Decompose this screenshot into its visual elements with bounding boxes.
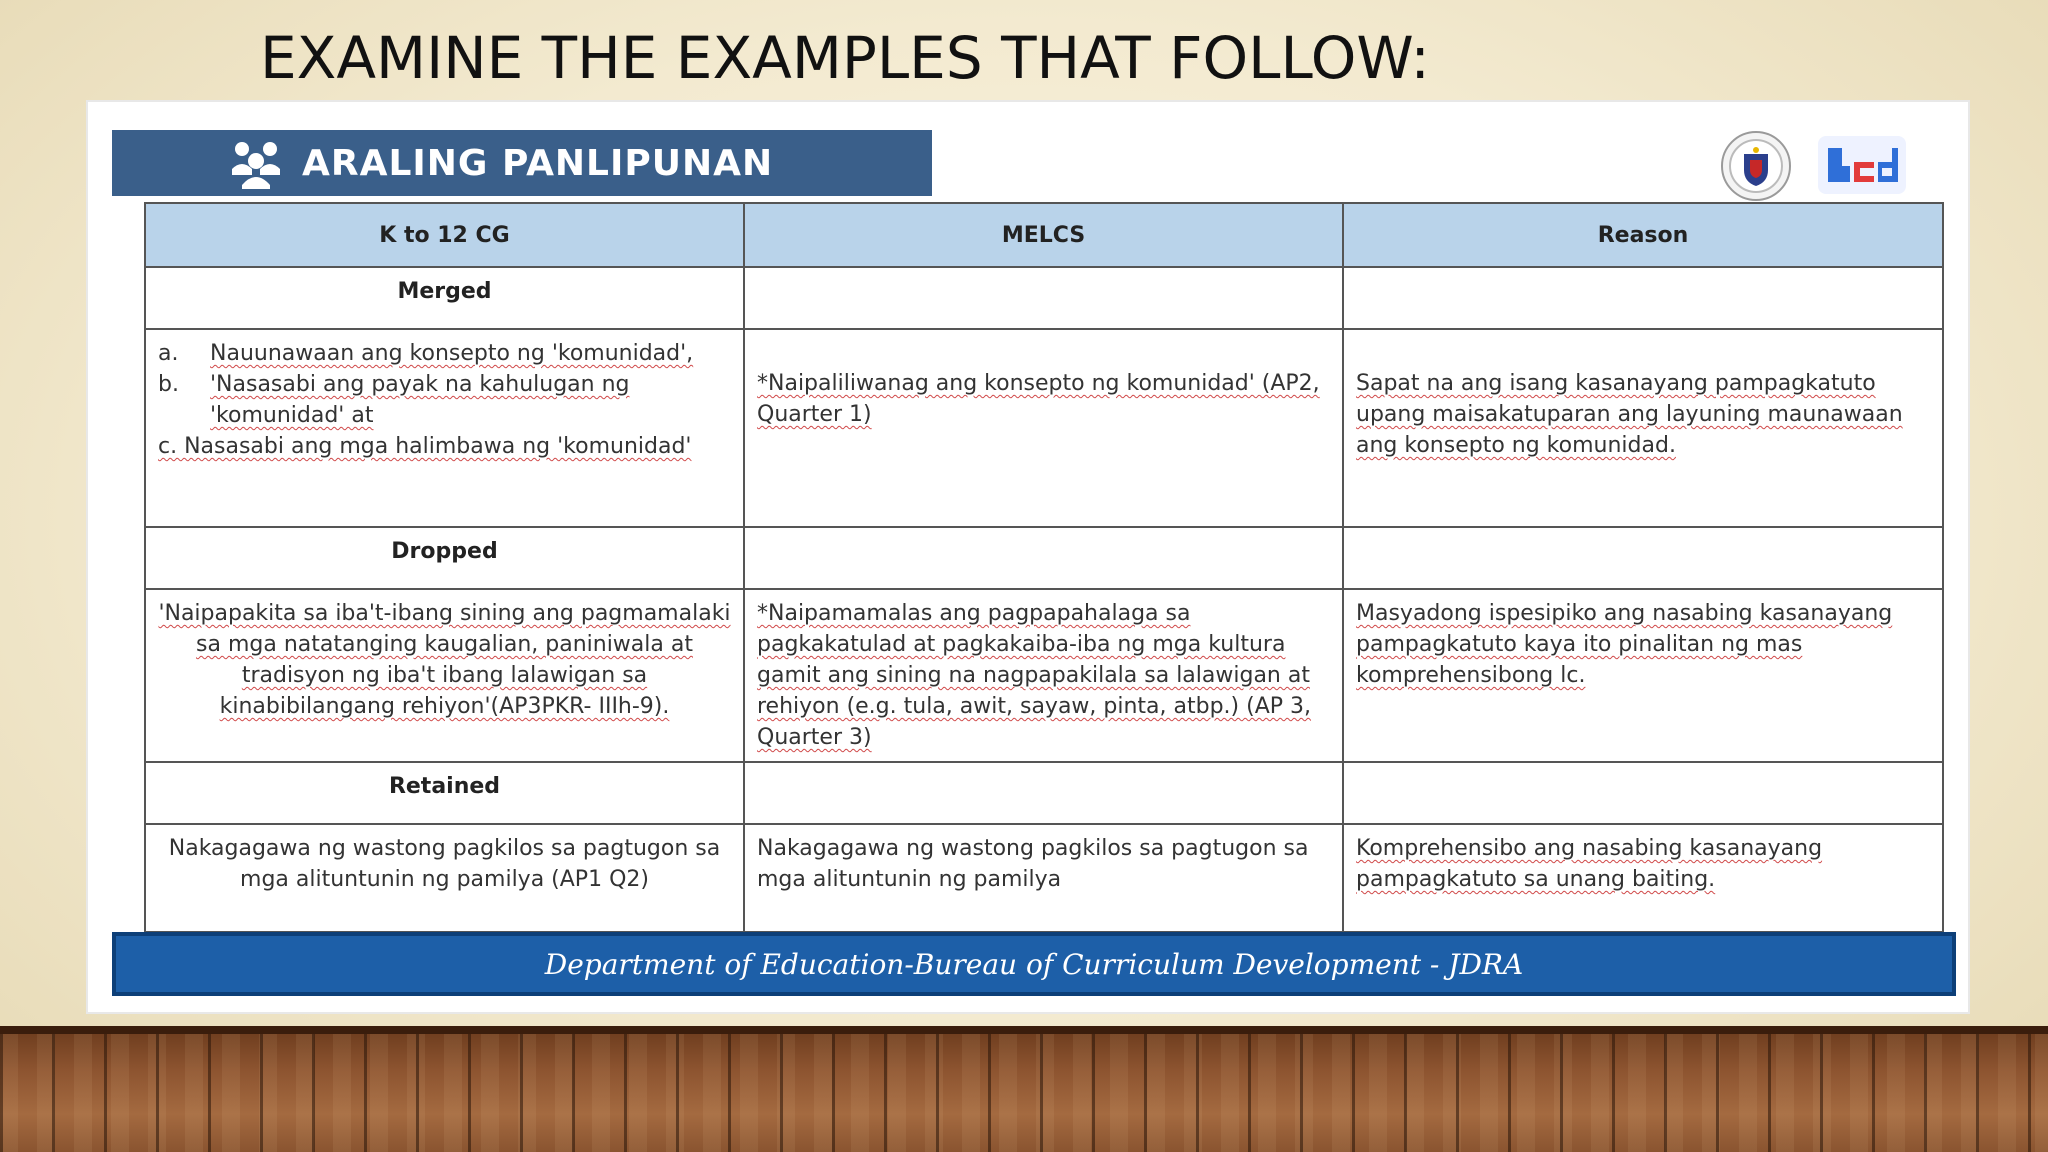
k12-cell: Nakagagawa ng wastong pagkilos sa pagtugon sa mga alituntunin ng pamilya (AP1 Q2) (145, 824, 744, 932)
subject-title: ARALING PANLIPUNAN (302, 142, 774, 184)
melcs-text: *Naipamamalas ang pagpapahalaga sa pagkakatulad at pagkakaiba-iba ng mga kultura gamit ang sining na nagpapakilala sa lalawigan at rehiyon (e.g. tula, awit, sayaw, pinta, atbp.) (AP 3, Quarter 3) (757, 601, 1312, 750)
empty-cell (1343, 267, 1943, 329)
section-label: Retained (145, 762, 744, 824)
empty-cell (744, 527, 1343, 589)
bcd-logo (1814, 132, 1910, 198)
reason-text: Komprehensibo ang nasabing kasanayang pampagkatuto sa unang baiting. (1356, 836, 1823, 892)
col-header-k12: K to 12 CG (145, 203, 744, 267)
reason-cell (1343, 329, 1943, 527)
people-group-icon (228, 135, 284, 191)
section-label: Dropped (145, 527, 744, 589)
curriculum-comparison-table (144, 202, 1944, 933)
melcs-cell (744, 329, 1343, 527)
list-text: c. Nasasabi ang mga halimbawa ng 'komunidad' (158, 434, 692, 459)
empty-cell (1343, 762, 1943, 824)
reason-text: Masyadong ispesipiko ang nasabing kasanayang pampagkatuto kaya ito pinalitan ng mas komprehensibong lc. (1356, 601, 1893, 688)
reason-text: Sapat na ang isang kasanayang pampagkatuto upang maisakatuparan ang layuning maunawaan ang konsepto ng komunidad. (1356, 371, 1903, 458)
melcs-text: *Naipaliliwanag ang konsepto ng komunidad' (AP2, Quarter 1) (757, 371, 1320, 427)
col-header-reason: Reason (1343, 203, 1943, 267)
empty-cell (744, 762, 1343, 824)
list-item (158, 369, 731, 431)
reason-cell (1343, 824, 1943, 932)
table-header-row (145, 203, 1943, 267)
melcs-cell: Nakagagawa ng wastong pagkilos sa pagtugon sa mga alituntunin ng pamilya (744, 824, 1343, 932)
list-text: 'Nasasabi ang payak na kahulugan ng 'komunidad' at (210, 372, 630, 428)
wooden-floor-decoration (0, 1026, 2048, 1152)
list-item (158, 338, 731, 369)
section-row-merged (145, 267, 1943, 329)
list-text: Nauunawaan ang konsepto ng 'komunidad', (210, 341, 694, 366)
melcs-cell (744, 589, 1343, 762)
footer-text: Department of Education-Bureau of Curriculum Development - JDRA (544, 947, 1524, 981)
list-item (158, 431, 731, 462)
reason-cell (1343, 589, 1943, 762)
k12-text: 'Naipapakita sa iba't-ibang sining ang pagmamalaki sa mga natatanging kaugalian, paniniwala at tradisyon ng iba't ibang lalawigan sa kinabibilangang rehiyon'(AP3PKR- IIIh-9). (158, 601, 731, 719)
k12-cell (145, 329, 744, 527)
slide-title: EXAMINE THE EXAMPLES THAT FOLLOW: (260, 24, 1430, 92)
table-row (145, 589, 1943, 762)
list-marker: b. (158, 372, 179, 397)
k12-cell (145, 589, 744, 762)
empty-cell (1343, 527, 1943, 589)
empty-cell (744, 267, 1343, 329)
subject-banner (112, 130, 932, 196)
section-row-dropped (145, 527, 1943, 589)
deped-seal-logo (1720, 130, 1792, 202)
table-row (145, 329, 1943, 527)
section-row-retained (145, 762, 1943, 824)
table-row (145, 824, 1943, 932)
section-label: Merged (145, 267, 744, 329)
col-header-melcs: MELCS (744, 203, 1343, 267)
list-marker: a. (158, 341, 179, 366)
footer-bar (112, 932, 1956, 996)
slide-image-panel (88, 102, 1968, 1012)
